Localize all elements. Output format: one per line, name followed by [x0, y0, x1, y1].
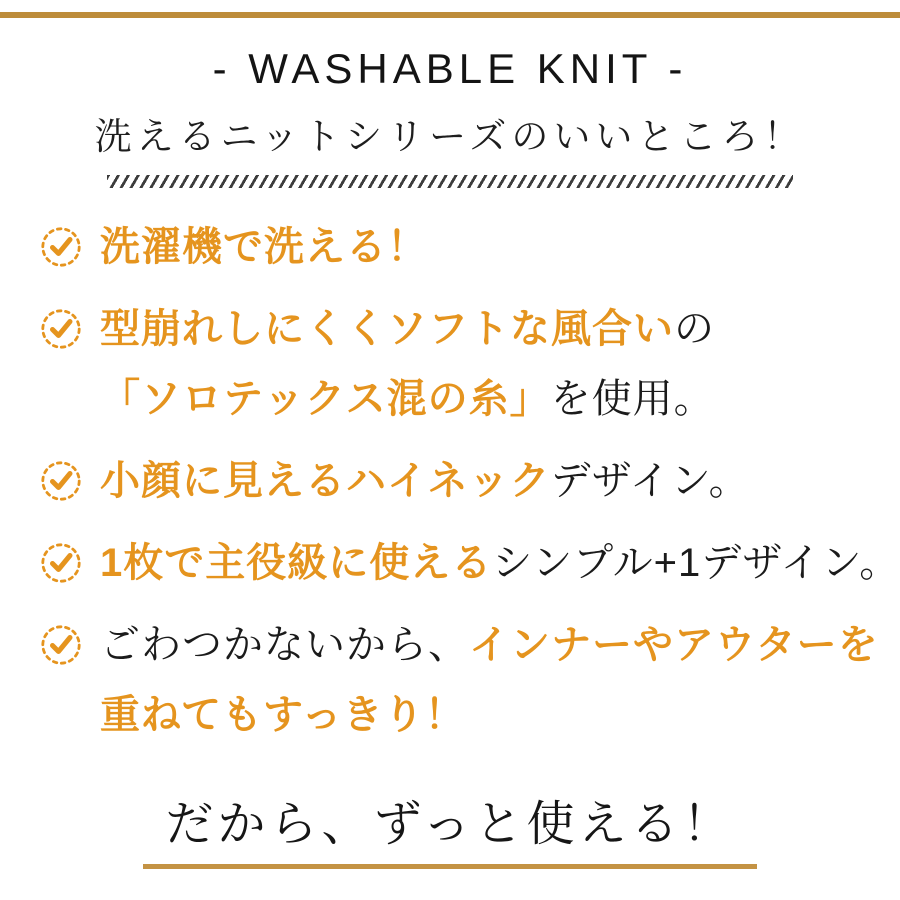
benefit-item — [40, 446, 880, 516]
benefit-text — [100, 610, 879, 750]
benefit-text-segment: 1枚で主役級に使える — [100, 541, 493, 585]
benefit-text-segment: 「ソロテックス混の糸」 — [100, 377, 551, 421]
subtitle-japanese: 洗えるニットシリーズのいいところ！ — [94, 116, 806, 157]
benefits-list — [0, 212, 900, 750]
benefit-text-segment: インナーやアウターを — [469, 623, 879, 667]
benefit-text-segment: ごわつかないから、 — [100, 623, 469, 667]
top-accent-bar — [0, 12, 900, 18]
check-circle-icon — [40, 226, 82, 268]
benefit-item — [40, 212, 880, 282]
benefit-line — [100, 212, 428, 282]
benefit-text-segment: 重ねてもすっきり！ — [100, 693, 466, 737]
benefit-text — [100, 446, 750, 516]
benefit-text-segment: シンプル+1デザイン。 — [492, 541, 900, 585]
benefit-text-segment: 洗濯機で洗える！ — [100, 225, 428, 269]
benefit-text-segment: の — [674, 307, 715, 351]
benefit-text — [100, 294, 715, 434]
footer-tagline-wrap — [0, 794, 900, 869]
benefit-line — [100, 680, 879, 750]
hatched-divider — [107, 175, 793, 188]
check-circle-icon — [40, 542, 82, 584]
benefit-item — [40, 610, 880, 750]
benefit-text — [100, 212, 428, 282]
benefit-text-segment: デザイン。 — [550, 459, 750, 503]
benefit-line — [100, 294, 715, 364]
check-circle-icon — [40, 308, 82, 350]
benefit-text-segment: 小顔に見えるハイネック — [100, 459, 551, 503]
benefit-item — [40, 528, 900, 598]
check-circle-icon — [40, 624, 82, 666]
footer-tagline: だから、ずっと使える！ — [143, 794, 756, 869]
benefit-line — [100, 446, 750, 516]
check-circle-icon — [40, 460, 82, 502]
page-title: - WASHABLE KNIT - — [212, 45, 688, 92]
benefit-item — [40, 294, 880, 434]
benefit-line — [100, 364, 715, 434]
benefit-line — [100, 610, 879, 680]
benefit-text — [100, 528, 900, 598]
benefit-text-segment: を使用。 — [550, 377, 715, 421]
benefit-text-segment: 型崩れしにくくソフトな風合い — [100, 307, 674, 351]
benefit-line — [100, 528, 900, 598]
